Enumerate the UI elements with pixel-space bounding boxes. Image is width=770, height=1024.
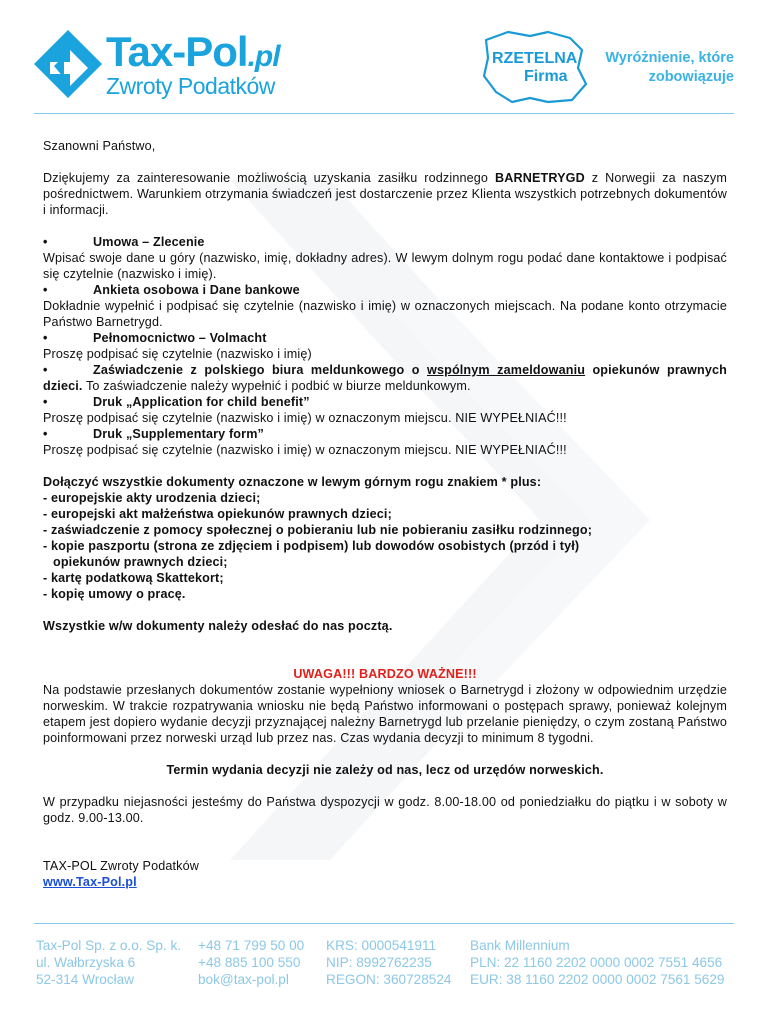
- footer-company: Tax-Pol Sp. z o.o. Sp. k. ul. Wałbrzyska 6 52-314 Wrocław: [36, 938, 182, 987]
- logo-title: Tax-Pol.pl: [106, 28, 280, 75]
- intro-paragraph: Dziękujemy za zainteresowanie możliwością uzyskania zasiłku rodzinnego BARNETRYGD z Norwegii za naszym pośrednictwem. Warunkiem otrzymania świadczeń jest dostarczenie przez Klienta wszystkich potrzebnych dokumentów i informacji.: [43, 171, 727, 217]
- badge-slogan: Wyróżnienie, które zobowiązuje: [605, 50, 734, 85]
- list-item: • Druk „Supplementary form” Proszę podpisać się czytelnie (nazwisko i imię) w oznaczonym miejscu. NIE WYPEŁNIAĆ!!!: [43, 427, 567, 457]
- availability-text: W przypadku niejasności jesteśmy do Państwa dyspozycji w godz. 8.00-18.00 od poniedziałku do piątku i w soboty w godz. 9.00-13.00.: [43, 795, 727, 825]
- footer-bank: Bank Millennium PLN: 22 1160 2202 0000 0002 7551 4656 EUR: 38 1160 2202 0000 0002 7561 5629: [470, 938, 725, 987]
- website-link[interactable]: www.Tax-Pol.pl: [43, 875, 137, 889]
- badge-rzetelna: RZETELNA: [492, 50, 578, 67]
- list-item: • Zaświadczenie z polskiego biura meldunkowego o wspólnym zameldowaniu opiekunów prawnych dzieci. To zaświadczenie należy wypełnić i podbić w biurze meldunkowym.: [43, 363, 727, 393]
- footer-contact: +48 71 799 50 00 +48 885 100 550 bok@tax-pol.pl: [198, 938, 305, 987]
- footer-divider: [34, 923, 734, 924]
- letter-body: [43, 138, 727, 890]
- warning-title: UWAGA!!! BARDZO WAŻNE!!!: [293, 667, 477, 681]
- warning-text: Na podstawie przesłanych dokumentów zostanie wypełniony wniosek o Barnetrygd i złożony w odpowiednim urzędzie norweskim. W trakcie rozpatrywania wniosku nie będą Państwo informowani o postępach sprawy, ponieważ kolejnym etapem jest dopiero wydanie decyzji przyznającej należny Barnetrygd lub przelanie pieniędzy, o czym zostaną Państwo poinformowani przez norweski urząd lub przez nas. Czas wydania decyzji to minimum 8 tygodni.: [43, 683, 727, 745]
- list-item: • Druk „Application for child benefit” Proszę podpisać się czytelnie (nazwisko i imię) w oznaczonym miejscu. NIE WYPEŁNIAĆ!!!: [43, 395, 567, 425]
- rzetelna-firma-badge: [478, 28, 738, 108]
- list-item: • Pełnomocnictwo – Volmacht Proszę podpisać się czytelnie (nazwisko i imię): [43, 331, 312, 361]
- signature: TAX-POL Zwroty Podatków: [43, 859, 200, 873]
- footer-registry: KRS: 0000541911 NIP: 8992762235 REGON: 360728524: [326, 938, 452, 987]
- footer-email-link[interactable]: bok@tax-pol.pl: [198, 972, 289, 987]
- header-divider: [34, 113, 734, 114]
- list-item: • Ankieta osobowa i Dane bankowe Dokładnie wypełnić i podpisać się czytelnie (nazwisko i imię) w oznaczonych miejscach. Na podane konto otrzymacie Państwo Barnetrygd.: [43, 283, 727, 329]
- document-list: [43, 234, 727, 458]
- taxpol-logo[interactable]: [34, 28, 334, 108]
- logo-subtitle: Zwroty Podatków: [106, 73, 275, 99]
- deadline-note: Termin wydania decyzji nie zależy od nas, lecz od urzędów norweskich.: [166, 763, 604, 777]
- badge-firma: Firma: [524, 68, 568, 85]
- logo-arrow-icon: [34, 28, 104, 106]
- list-item: • Umowa – Zlecenie Wpisać swoje dane u góry (nazwisko, imię, dokładny adres). W lewym dolnym rogu podać dane kontaktowe i podpisać się czytelnie (nazwisko i imię).: [43, 235, 727, 281]
- attachments-list: Dołączyć wszystkie dokumenty oznaczone w lewym górnym rogu znakiem * plus: - europejskie akty urodzenia dzieci; - europejski akt małżeństwa opiekunów prawnych dzieci; - zaświadczenie z pomocy społecznej o pobieraniu lub nie pobieraniu zasiłku rodzinnego; - kopie paszportu (strona ze zdjęciem i podpisem) lub dowodów osobistych (przód i tył) opiekunów prawnych dzieci; - kartę podatkową Skattekort; - kopię umowy o pracę.: [43, 475, 593, 601]
- greeting: Szanowni Państwo,: [43, 139, 156, 153]
- send-note: Wszystkie w/w dokumenty należy odesłać do nas pocztą.: [43, 619, 393, 633]
